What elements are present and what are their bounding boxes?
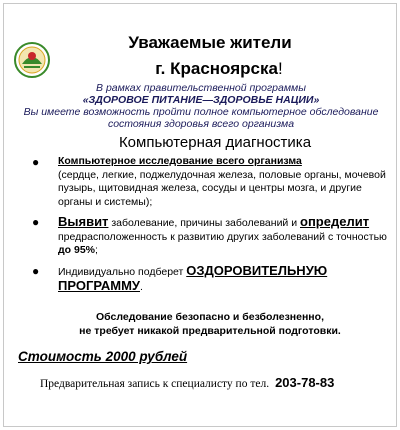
intro-line-3: Вы имеете возможность пройти полное компьютерное обследование — [23, 106, 379, 118]
item-lead-2: определит — [300, 214, 370, 229]
city-exclamation: ! — [277, 59, 283, 78]
greeting-line: Уважаемые жители — [128, 33, 292, 52]
intro-line-4: состояния здоровья всего организма — [107, 118, 295, 130]
item-text: заболевание, причины заболеваний и — [108, 217, 300, 229]
contact-line — [40, 375, 390, 390]
list-item — [30, 264, 390, 295]
intro-line-1: В рамках правительственной программы — [96, 82, 306, 94]
bullet-icon: ● — [32, 155, 40, 169]
phone-number: 203-78-83 — [275, 375, 335, 390]
item-lead: Компьютерное исследование всего организма — [58, 155, 302, 167]
list-item — [30, 215, 390, 258]
item-punct: ; — [95, 244, 98, 256]
safety-note-line-1: Обследование безопасно и безболезненно, — [96, 311, 324, 323]
program-name: «ЗДОРОВОЕ ПИТАНИЕ—ЗДОРОВЬЕ НАЦИИ» — [82, 94, 320, 106]
services-list — [30, 155, 390, 295]
bullet-icon: ● — [32, 263, 40, 278]
accuracy-value: до 95% — [58, 244, 96, 256]
city-name: г. Красноярска — [155, 59, 278, 78]
health-emblem-icon — [14, 42, 50, 78]
bullet-icon: ● — [32, 215, 40, 229]
item-text: Индивидуально подберет — [58, 265, 187, 278]
safety-note-line-2: не требует никакой предварительной подготовки. — [79, 325, 341, 337]
item-text: (сердце, легкие, поджелудочная железа, половые органы, мочевой пузырь, щитовидная железа, сосуды и центры мозга, и другие органы и системы); — [58, 168, 386, 208]
item-lead: Выявит — [58, 214, 109, 229]
item-text: предрасположенность к развитию других заболеваний с точностью — [58, 230, 387, 243]
list-item — [30, 155, 390, 209]
item-lead: ОЗДОРОВИТЕЛЬНУЮ ПРОГРАММУ — [58, 262, 328, 293]
city-line — [124, 59, 314, 79]
item-punct: . — [140, 281, 143, 293]
price-label: Стоимость 2000 рублей — [18, 349, 188, 364]
contact-label: Предварительная запись к специалисту по тел. — [40, 378, 270, 390]
section-title: Компьютерная диагностика — [118, 134, 312, 151]
